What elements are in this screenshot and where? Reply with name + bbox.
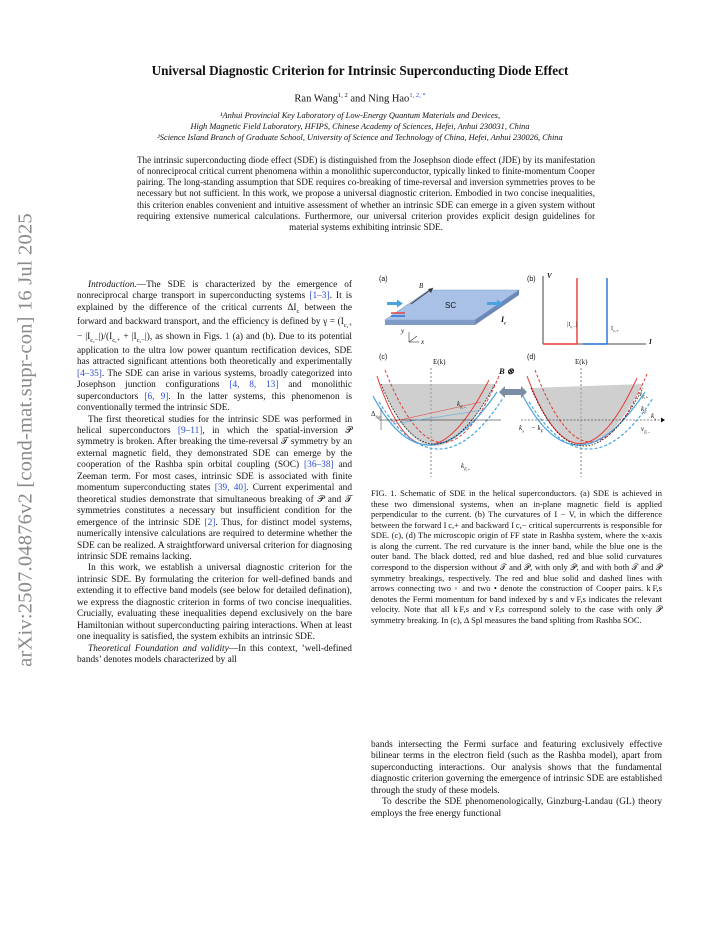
panel-d-minus-kf-label: − $k_F$ xyxy=(531,424,544,434)
paper-title: Universal Diagnostic Criterion for Intrinsic Superconducting Diode Effect xyxy=(151,63,569,78)
paragraph-intro: Introduction.—The SDE is characterized by the emergence of nonreciprocal charge transport in superconducting systems [1–3]. It is explained by the difference of the critical currents $\Delta I_c$ between the forward and backward transport, and the efficiency is defined by $\gamma = (I_{c,+} - |I_{c,-}|)/(I_{c,+} + |I_{c,-}|)$, as shown in Figs. 1 (a) and (b). Due to its potential application to the ultra low power quantum rectification devices, SDE has attracted significant attentions both theoretically and experimentally [4–35]. The SDE can arise in various systems, broadly categorized into Josephson junction configurations [4, 8, 13] and monolithic superconductors [6, 9]. In the latter systems, this phenomenon is conventionally termed the intrinsic SDE. xyxy=(77,280,353,414)
paragraph-right-2: To describe the SDE phenomenologically, Ginzburg-Landau (GL) theory employs the free energy functional xyxy=(371,797,662,819)
panel-b-v-label: V xyxy=(547,272,552,280)
panel-c-energy-label: E(k) xyxy=(433,358,446,366)
panel-c-split-label: $\Delta_{Spl}$ xyxy=(371,410,382,420)
panel-d-energy-label: E(k) xyxy=(575,358,588,366)
panel-a-label: (a) xyxy=(379,276,388,283)
author-list xyxy=(0,92,720,105)
affiliation-1b: High Magnetic Field Laboratory, HFIPS, Chinese Academy of Sciences, Hefei, Anhui 230031, China xyxy=(190,122,530,131)
panel-d-graphic xyxy=(521,368,665,477)
panel-a-x-label: x xyxy=(421,338,425,346)
affiliation-2: ²Science Island Branch of Graduate School, University of Science and Technology of China, Hefei, Anhui 230026, China xyxy=(157,133,563,142)
paragraph-4: Theoretical Foundation and validity—In this context, ’well-defined bands’ denotes models characterized by all xyxy=(77,643,352,666)
panel-d-kx-label: $k_x$ xyxy=(651,412,657,422)
paragraph-3: In this work, we establish a universal diagnostic criterion for the intrinsic SDE. By formulating the criterion for well-defined bands and extending it to effective band models (see below for detailed defination), we express the diagnostic criterion in forms of two concise inequalities. Crucially, evaluating these inequalities depend exclusively on the bare Hamiltonian without superconducting pairing interactions. When at least one inequality is satisfied, the system exhibits an intrinsic SDE. xyxy=(77,563,352,643)
affiliation-1: ¹Anhui Provincial Key Laboratory of Low-Energy Quantum Materials and Devices, xyxy=(219,111,501,120)
figure-caption: FIG. 1. Schematic of SDE in the helical superconductors. (a) SDE is achieved in these two dimensional systems, when an in-plane magnetic field is applied perpendicular to the current. (b) The curvatures of I − V, in which the difference between the forward I c,+ and backward I c,− critical supercurrents is responsible for SDE. (c), (d) The microscopic origin of FF state in Rashba system, where the x-axis is along the current. The red curvature is the inner band, while the blue one is the outer band. The black dotted, red and blue dashed, red and blue solid curvatures correspond to the dispersion without 𝒯 and 𝒫, with only 𝒫, and with both 𝒯 and 𝒫 symmetry breakings, respectively. The red and blue solid and dashed lines with arrows connecting two ◦ and two • denote the construction of Cooper pairs. k F,s denotes the Fermi momentum for band indexed by s and v F,s indicates the relevant velocity. Note that all k F,s and v F,s correspond solely to the case with only 𝒫 symmetry breaking. In (c), Δ Spl measures the band spliting from Rashba SOC. xyxy=(371,488,662,625)
right-column xyxy=(371,740,662,820)
panel-a-graphic xyxy=(385,288,519,342)
panel-a-y-label: y xyxy=(401,327,405,335)
author-1: Ran Wang xyxy=(294,93,339,105)
author-2-affil: 1, 2, * xyxy=(409,92,426,99)
panel-a-sc-label: SC xyxy=(445,301,457,310)
figure-1-graphic xyxy=(371,272,666,482)
paragraph-right-1: bands intersecting the Fermi surface and featuring exclusively effective bilinear terms in the electron field (such as the Rashba model), apart from superconducting interactions. Our analysis shows that the fundamental diagnostic criterion governing the emergence of intrinsic SDE are established through the study of these models. xyxy=(371,740,662,796)
panel-c-kfplus-label: $k_{F,+}$ xyxy=(461,462,471,472)
panel-c-label: (c) xyxy=(379,354,388,361)
author-2: Ning Hao xyxy=(368,93,410,105)
arxiv-id: arXiv:2507.04876v2 [cond-mat.supr-con] 16 Jul 2025 xyxy=(14,213,37,667)
panel-d-kx-left-label: $k_x$ xyxy=(519,424,525,434)
figure-1 xyxy=(371,272,666,482)
panel-b-i-label: I xyxy=(649,338,652,346)
abstract: The intrinsic superconducting diode effect (SDE) is distinguished from the Josephson diode effect (JDE) by its manifestation of nonreciprocal critical current phenomena within a monolithic superconductor, typically linked to finite-momentum Cooper pairing. The long-standing assumption that SDE requires co-breaking of time-reversal and inversion symmetries proves to be necessary but not sufficient. In this work, we propose a universal diagnostic criterion. Embodied in two concise inequalities, this criterion enables convenient and intuitive assessment of whether an intrinsic SDE can emerge in a given system without requiring extensive numerical calculations. Furthermore, our universal criterion provides explicit design guidelines for material systems exhibiting intrinsic SDE. xyxy=(137,155,595,232)
author-1-affil: 1, 2 xyxy=(338,92,348,99)
panel-b-icplus-label: $I_{c,+}$ xyxy=(611,326,619,334)
author-and: and xyxy=(347,93,369,105)
paragraph-2: The first theoretical studies for the intrinsic SDE was performed in helical superconductors [9–11], in which the spatial-inversion 𝒫 symmetry is broken. After breaking the time-reversal 𝒯 symmetry by an external magnetic field, they demonstrated SDE can emerge by the cooperation of the Rashba spin orbital coupling (SOC) [36–38] and Zeeman term. For most cases, intrinsic SDE is associated with finite momentum superconducting states [39, 40]. Current experimental and theoretical studies demonstrate that simultaneous breaking of 𝒫 and 𝒯 symmetries constitutes a necessary but insufficient condition for the emergence of the intrinsic SDE [2]. Thus, for distinct model systems, numerically intensive calculations are required to determine whether the SDE can be realized. A straightforward universal criterion for diagnosing intrinsic SDE remains lacking. xyxy=(77,414,353,562)
panel-b-icminus-label: $|I_{c,-}|$ xyxy=(567,322,578,330)
panel-c-graphic xyxy=(373,368,503,477)
panel-b-label: (b) xyxy=(527,276,536,283)
panel-d-label: (d) xyxy=(527,354,536,361)
arxiv-stamp xyxy=(8,205,44,675)
panel-b-graphic xyxy=(543,276,646,344)
panel-d-vfplus-label: $v_{F,+}$ xyxy=(639,390,649,400)
panel-c-kfminus-label: $k_{F,-}$ xyxy=(457,400,467,410)
left-column xyxy=(77,280,352,667)
panel-a-field-label: B xyxy=(419,282,424,290)
panel-d-kf-label: $k_F$ xyxy=(641,405,647,415)
panel-a-current-label: $I_c$ xyxy=(501,315,507,327)
field-direction-label: B ⊗ xyxy=(499,366,514,376)
panel-d-vfminus-label: $v_{F,-}$ xyxy=(641,425,651,435)
